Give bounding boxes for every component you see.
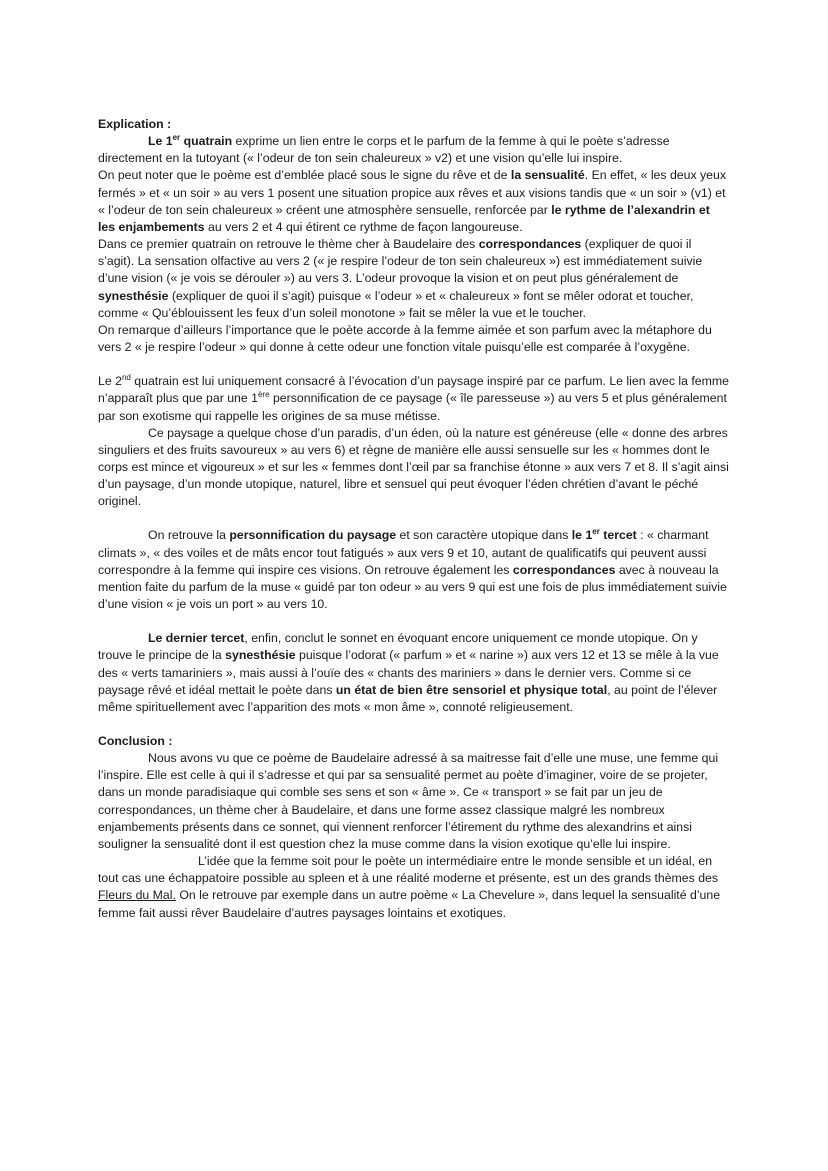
paragraph-paradis: Ce paysage a quelque chose d’un paradis, d’un éden, où la nature est généreuse (elle « donne des arbres singuliers et des fruits savoureux » au vers 6) et règne de manière elle aussi sensuelle sur les « hommes dont le corps est mince et vigoureux » et sur les « femmes dont l’œil par sa franchise étonne » aux vers 7 et 8. Il s’agit ainsi d’un paysage, d’un monde utopique, naturel, libre et sensuel qui peut évoquer l’éden chrétien d’avant le péché originel.	[98, 425, 729, 509]
p7-tercet-bold: le 1er tercet	[571, 527, 637, 543]
spacer	[98, 716, 730, 733]
paragraph-fleurs-du-mal: L’idée que la femme soit pour le poète un intermédiaire entre le monde sensible et un idéal, en tout cas une échappatoire possible au spleen et à une réalité moderne et présente, est un des grands thèmes des Fleurs du Mal. On le retrouve par exemple dans un autre poème « La Chevelure », dans lequel la sensualité d’une femme fait aussi rêver Baudelaire d’autres paysages lointains et exotiques.	[98, 854, 721, 920]
spacer	[98, 613, 730, 630]
paragraph-premier-quatrain: Le 1er quatrain exprime un lien entre le corps et le parfum de la femme à qui le poète s’adresse directement en la tutoyant (« l’odeur de ton sein chaleureux » v2) et une vision qu’elle lui inspire.	[98, 133, 670, 166]
spacer	[98, 510, 730, 527]
conclusion-heading: Conclusion :	[98, 734, 173, 748]
paragraph-dernier-tercet: Le dernier tercet, enfin, conclut le sonnet en évoquant encore uniquement ce monde utopique. On y trouve le principe de la synesthésie puisque l’odorat (« parfum » et « narine ») aux vers 12 et 13 se mêle à la vue des « verts tamariniers », mais aussi à l’ouïe des « chants des mariniers » dans le dernier vers. Comme si ce paysage rêvé et idéal mettait le poète dans un état de bien être sensoriel et physique total, au point de l’élever même spirituellement avec l’apparition des mots « mon âme », connoté religieusement.	[98, 631, 719, 714]
paragraph-conclusion: Nous avons vu que ce poème de Baudelaire adressé à sa maitresse fait d’elle une muse, une femme qui l’inspire. Elle est celle à qui il s’adresse et qui par sa sensualité permet au poète d’imaginer, voire de se projeter, dans un monde paradisiaque qui comble ses sens et son « âme ». Ce « transport » se fait par un jeu de correspondances, un thème cher à Baudelaire, et dans une forme assez classique malgré les nombreux enjambements présents dans ce sonnet, qui viennent renforcer l’étirement du rythme des alexandrins et ainsi souligner la sensualité dont il est question chez la muse comme dans la vision exotique qu’elle lui inspire.	[98, 751, 719, 851]
spacer	[98, 356, 730, 373]
paragraph-metaphore: On remarque d’ailleurs l’importance que le poète accorde à la femme aimée et son parfum avec la métaphore du vers 2 « je respire l’odeur » qui donne à cette odeur une fonction vitale puisqu’elle est comparée à l’oxygène.	[98, 322, 712, 355]
explication-heading: Explication :	[98, 117, 172, 131]
paragraph-second-quatrain: Le 2nd quatrain est lui uniquement consacré à l’évocation d’un paysage inspiré par ce parfum. Le lien avec la femme n’apparaît plus que par une 1ère personnification de ce paysage (« île paresseuse ») au vers 5 et plus généralement par son exotisme qui rappelle les origines de sa muse métisse.	[98, 373, 729, 423]
p1-lead: Le 1er quatrain	[148, 133, 233, 149]
document-page	[98, 116, 730, 922]
paragraph-premier-tercet: On retrouve la personnification du paysage et son caractère utopique dans le 1er tercet : « charmant climats », « des voiles et de mâts encor tout fatigués » aux vers 9 et 10, autant de qualificatifs qui peuvent aussi correspondre à la femme qui inspire ces visions. On retrouve également les correspondances avec à nouveau la mention faite du parfum de la muse « guidé par ton odeur » au vers 9 qui est une fois de plus immédiatement suivie d’une vision « je vois un port » au vers 10.	[98, 527, 727, 612]
paragraph-correspondances: Dans ce premier quatrain on retrouve le thème cher à Baudelaire des correspondances (expliquer de quoi il s’agit). La sensation olfactive au vers 2 (« je respire l’odeur de ton sein chaleureux ») est immédiatement suivie d’une vision (« je vois se dérouler ») au vers 3. L’odeur provoque la vision et on peut plus généralement de synesthésie (expliquer de quoi il s’agit) puisque « l’odeur » et « chaleureux » font se mêler odorat et toucher, comme « Qu’éblouissent les feux d’un soleil monotone » fait se mêler la vue et le toucher.	[98, 237, 703, 320]
paragraph-sensualite: On peut noter que le poème est d’emblée placé sous le signe du rêve et de la sensualité. En effet, « les deux yeux fermés » et « un soir » au vers 1 posent une situation propice aux rêves et aux visions tandis que « un soir » (v1) et « l’odeur de ton sein chaleureux » créent une atmosphère sensuelle, renforcée par le rythme de l’alexandrin et les enjambements au vers 2 et 4 qui étirent ce rythme de façon langoureuse.	[98, 168, 727, 234]
